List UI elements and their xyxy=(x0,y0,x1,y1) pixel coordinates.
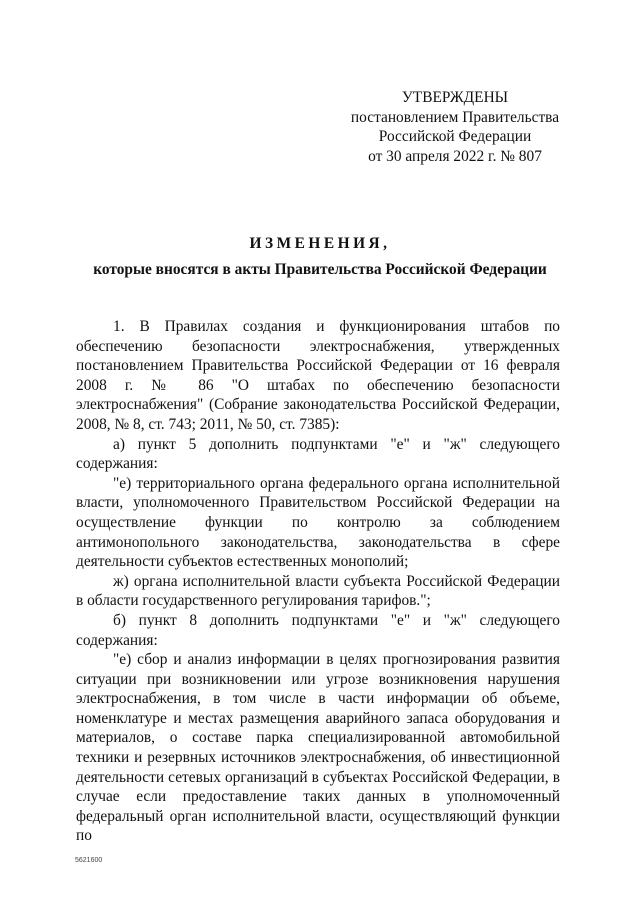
document-body xyxy=(76,317,560,846)
paragraph-6: "е) сбор и анализ информации в целях прогнозирования развития ситуации при возникновении или угрозе возникновения нарушения электроснабжения, в том числе в части информации об объеме, номенклатуре и местах размещения аварийного запаса оборудования и материалов, о составе парка специализированной автомобильной техники и резервных источников электроснабжения, об инвестиционной деятельности сетевых организаций в субъектах Российской Федерации, в случае если предоставление таких данных в уполномоченный федеральный орган исполнительной власти, осуществляющий функции по xyxy=(76,651,560,845)
paragraph-1: 1. В Правилах создания и функционирования штабов по обеспечению безопасности электроснабжения, утвержденных постановлением Правительства Российской Федерации от 16 февраля 2008 г. № 86 "О штабах по обеспечению безопасности электроснабжения" (Собрание законодательства Российской Федерации, 2008, № 8, ст. 743; 2011, № 50, ст. 7385): xyxy=(76,318,560,433)
approved-heading: УТВЕРЖДЕНЫ xyxy=(401,89,509,106)
paragraph-2: а) пункт 5 дополнить подпунктами "е" и "ж" следующего содержания: xyxy=(76,435,560,473)
paragraph-4: ж) органа исполнительной власти субъекта Российской Федерации в области государственного регулирования тарифов."; xyxy=(76,572,560,610)
document-title: ИЗМЕНЕНИЯ, xyxy=(249,235,391,252)
paragraph-3: "е) территориального органа федерального органа исполнительной власти, уполномоченного Правительством Российской Федерации на осуществление функции по контролю за соблюдением антимонопольного законодательства, законодательства в сфере деятельности субъектов естественных монополий; xyxy=(76,474,560,571)
approved-line-1: постановлением Правительства xyxy=(350,108,560,126)
approved-line-2: Российской Федерации xyxy=(378,128,532,145)
paragraph-5: б) пункт 8 дополнить подпунктами "е" и "ж" следующего содержания: xyxy=(76,611,560,649)
document-id: 5621600 xyxy=(75,857,103,864)
document-subtitle: которые вносятся в акты Правительства Российской Федерации xyxy=(93,261,547,278)
approved-line-3: от 30 апреля 2022 г. № 807 xyxy=(368,147,542,165)
approval-stamp xyxy=(340,88,570,166)
